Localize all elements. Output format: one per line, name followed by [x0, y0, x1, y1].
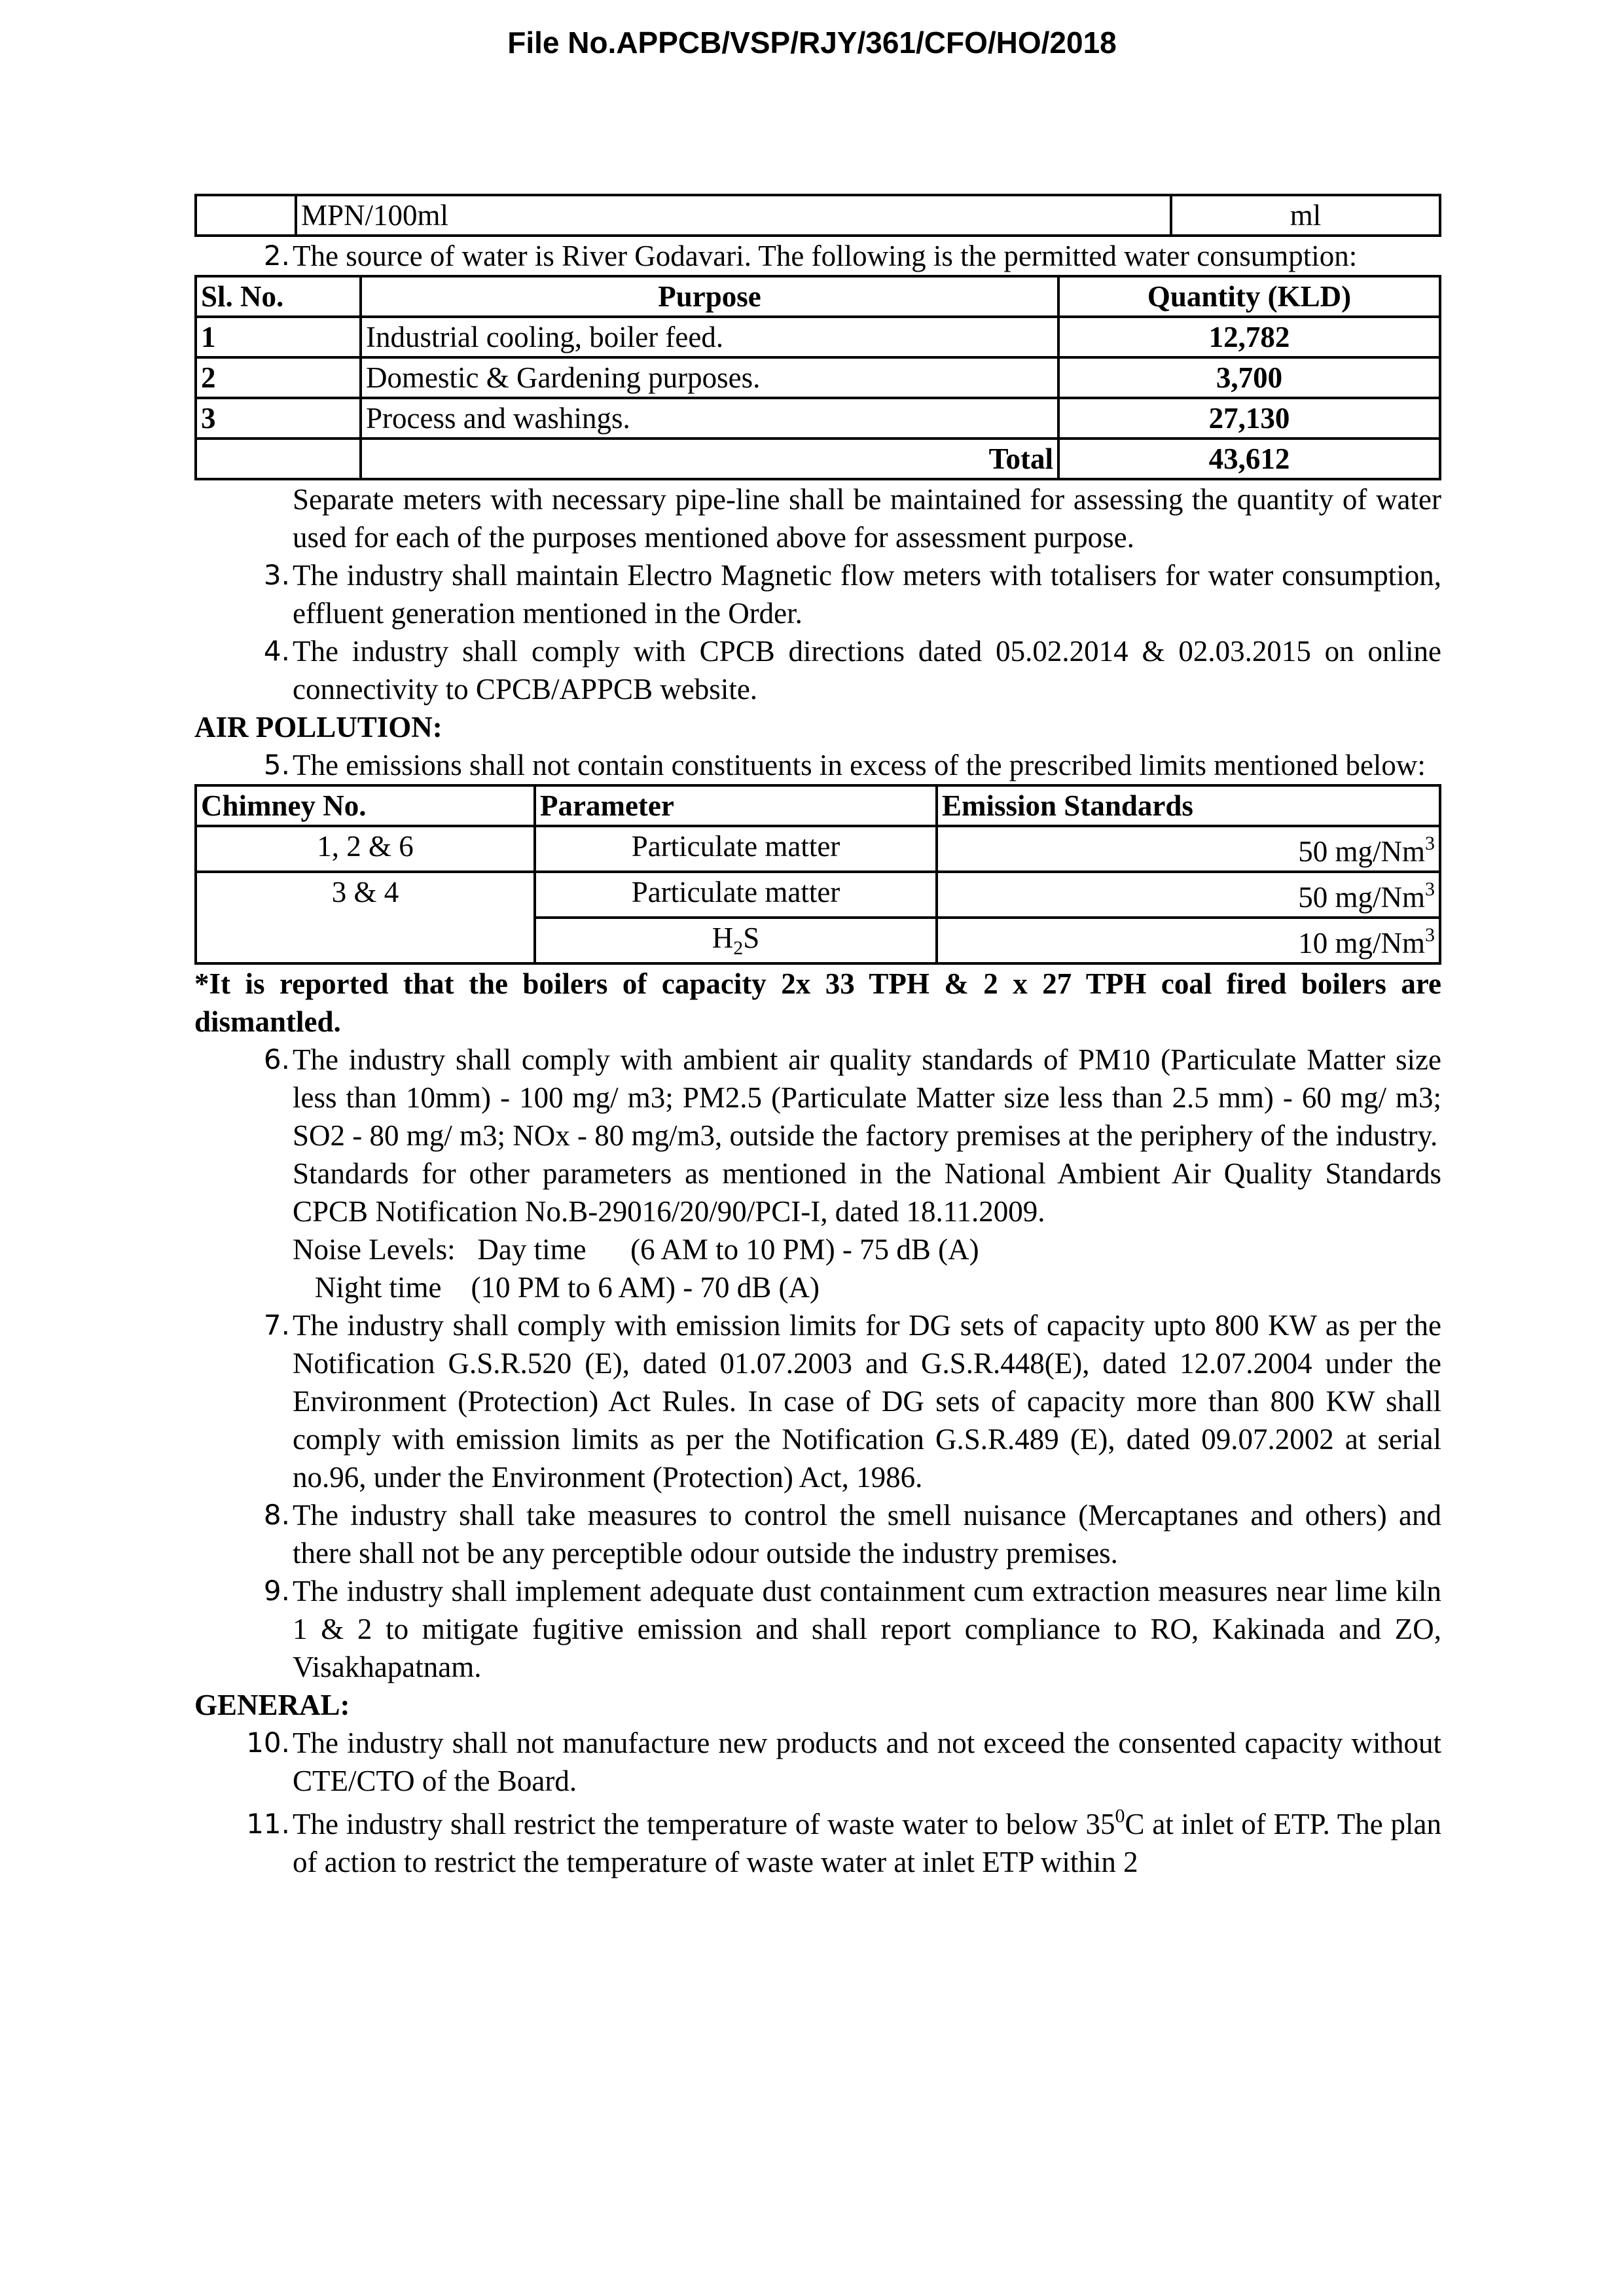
text-part: The industry shall restrict the temperature of waste water to below 35	[293, 1808, 1115, 1840]
standard-cell	[937, 826, 1440, 872]
standard-cell	[937, 872, 1440, 918]
item-text: The industry shall comply with ambient air quality standards of PM10 (Particulate Matter size less than 10mm) - 100 mg/ m3; PM2.5 (Particulate Matter size less than 2.5 mm) - 60 mg/ m3; SO2 - 80 mg/ m3; NOx - 80 mg/m3, outside the factory premises at the periphery of the industry.	[293, 1043, 1441, 1152]
item-text: The industry shall maintain Electro Magnetic flow meters with totalisers for water consumption, effluent generation mentioned in the Order.	[293, 559, 1441, 630]
table-row	[196, 398, 1440, 439]
meters-note: Separate meters with necessary pipe-line shall be maintained for assessing the quantity of water used for each of the purposes mentioned above for assessment purpose.	[293, 483, 1441, 554]
item-number: 11.	[246, 1808, 290, 1840]
table-total-row	[196, 439, 1440, 479]
item-text: The industry shall implement adequate dust containment cum extraction measures near lime kiln 1 & 2 to mitigate fugitive emission and shall report compliance to RO, Kakinada and ZO, Visakhapatnam.	[293, 1575, 1441, 1683]
noise-night: Night time (10 PM to 6 AM) - 70 dB (A)	[293, 1271, 820, 1304]
list-item	[194, 1496, 1441, 1572]
item-number: 8.	[263, 1499, 290, 1531]
item-number: 6.	[263, 1043, 290, 1075]
total-label: Total	[361, 439, 1058, 479]
water-consumption-table	[194, 275, 1441, 480]
sl-cell: 1	[196, 317, 361, 357]
top-table	[194, 194, 1441, 237]
table-row	[196, 195, 1440, 236]
list-item	[194, 1306, 1441, 1496]
header-chimney: Chimney No.	[196, 785, 535, 826]
standard-cell	[937, 918, 1440, 963]
boiler-note: *It is reported that the boilers of capacity 2x 33 TPH & 2 x 27 TPH coal fired boilers are dismantled.	[194, 967, 1441, 1038]
header-sl-no: Sl. No.	[196, 276, 361, 317]
parameter-cell: Particulate matter	[535, 872, 937, 918]
item-text: The industry shall not manufacture new products and not exceed the consented capacity without CTE/CTO of the Board.	[293, 1727, 1441, 1797]
superscript: 3	[1425, 924, 1435, 946]
item-number: 7.	[263, 1309, 290, 1341]
item-number: 2.	[263, 240, 290, 272]
purpose-cell: Industrial cooling, boiler feed.	[361, 317, 1058, 357]
text-part: C at inlet of ETP. The plan of action to restrict the temperature of waste water at inlet ETP within 2	[293, 1808, 1441, 1878]
quantity-cell: 27,130	[1058, 398, 1440, 439]
parameter-cell	[535, 918, 937, 963]
header-quantity: Quantity (KLD)	[1058, 276, 1440, 317]
header-purpose: Purpose	[361, 276, 1058, 317]
purpose-cell: Domestic & Gardening purposes.	[361, 357, 1058, 398]
superscript: 3	[1425, 833, 1435, 854]
list-item	[194, 1805, 1441, 1881]
sl-cell: 3	[196, 398, 361, 439]
item-number: 9.	[263, 1575, 290, 1607]
list-item	[194, 746, 1441, 784]
general-heading: GENERAL:	[194, 1689, 350, 1721]
item-number: 5.	[263, 749, 290, 781]
chimney-cell: 1, 2 & 6	[196, 826, 535, 872]
list-item	[194, 237, 1441, 275]
table-row	[196, 826, 1440, 872]
table-row	[196, 872, 1440, 918]
unit-cell: ml	[1171, 195, 1440, 236]
list-item	[194, 632, 1441, 708]
superscript: 3	[1425, 878, 1435, 900]
air-pollution-heading: AIR POLLUTION:	[194, 711, 442, 744]
item-text: The source of water is River Godavari. The following is the permitted water consumption:	[293, 240, 1358, 272]
param-main: H	[712, 922, 734, 954]
item-text: The industry shall comply with CPCB directions dated 05.02.2014 & 02.03.2015 on online connectivity to CPCB/APPCB website.	[293, 635, 1441, 706]
standards-note: Standards for other parameters as mentioned in the National Ambient Air Quality Standards CPCB Notification No.B-29016/20/90/PCI-I, dated 18.11.2009.	[293, 1157, 1441, 1228]
file-number: File No.APPCB/VSP/RJY/361/CFO/HO/2018	[507, 26, 1117, 60]
quantity-cell: 3,700	[1058, 357, 1440, 398]
item-text: The industry shall take measures to control the smell nuisance (Mercaptanes and others) and there shall not be any perceptible odour outside the industry premises.	[293, 1499, 1441, 1570]
list-item	[194, 556, 1441, 632]
table-header-row	[196, 276, 1440, 317]
purpose-cell: Process and washings.	[361, 398, 1058, 439]
subscript: 2	[733, 937, 744, 959]
standard-value: 50 mg/Nm	[1298, 835, 1425, 868]
item-text: The industry shall comply with emission limits for DG sets of capacity upto 800 KW as per the Notification G.S.R.520 (E), dated 01.07.2003 and G.S.R.448(E), dated 12.07.2004 under the Environment (Protection) Act Rules. In case of DG sets of capacity more than 800 KW shall comply with emission limits as per the Notification G.S.R.489 (E), dated 09.07.2002 at serial no.96, under the Environment (Protection) Act, 1986.	[293, 1309, 1441, 1494]
item-number: 4.	[263, 635, 290, 667]
empty-cell	[196, 439, 361, 479]
chimney-cell: 3 & 4	[196, 872, 535, 963]
empty-cell	[196, 195, 296, 236]
table-row	[196, 317, 1440, 357]
total-value: 43,612	[1058, 439, 1440, 479]
param-tail: S	[743, 922, 760, 954]
item-number: 3.	[263, 559, 290, 591]
item-text: The emissions shall not contain constituents in excess of the prescribed limits mentioned below:	[293, 749, 1426, 781]
item-number: 10.	[246, 1727, 290, 1759]
superscript: 0	[1115, 1805, 1125, 1827]
emission-standards-table	[194, 784, 1441, 965]
header-parameter: Parameter	[535, 785, 937, 826]
item-text	[293, 1805, 1441, 1881]
standard-value: 10 mg/Nm	[1298, 927, 1425, 960]
table-row	[196, 357, 1440, 398]
document-body	[194, 194, 1441, 1881]
param-cell: MPN/100ml	[296, 195, 1171, 236]
table-header-row	[196, 785, 1440, 826]
header-emission-standards: Emission Standards	[937, 785, 1440, 826]
parameter-cell: Particulate matter	[535, 826, 937, 872]
list-item	[194, 1724, 1441, 1800]
list-item	[194, 1572, 1441, 1686]
quantity-cell: 12,782	[1058, 317, 1440, 357]
standard-value: 50 mg/Nm	[1298, 881, 1425, 914]
list-item	[194, 1041, 1441, 1155]
sl-cell: 2	[196, 357, 361, 398]
noise-day: Noise Levels: Day time (6 AM to 10 PM) - 75 dB (A)	[293, 1233, 979, 1266]
